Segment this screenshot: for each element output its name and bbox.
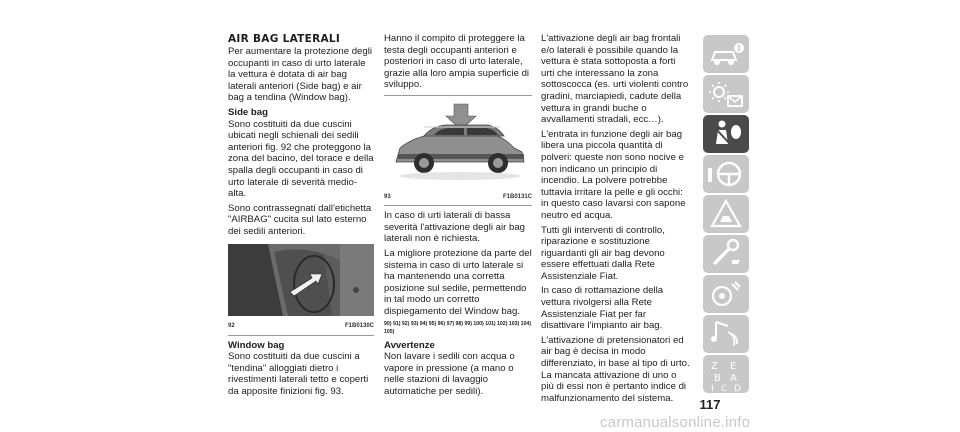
technical-data-icon[interactable]: [702, 274, 750, 314]
figure-93: [384, 95, 532, 206]
chapter-tabs: [698, 34, 760, 394]
figure-rule: [228, 335, 374, 336]
figure-number: 93: [384, 193, 391, 200]
window-bag-heading: Window bag: [228, 339, 285, 351]
multimedia-icon[interactable]: [702, 314, 750, 354]
col3-paragraph-5: L'attivazione di pretensionatori ed air bag è decisa in modo differenziato, in base al tipo di urto. La mancata attivazione di uno o più di essi non è pertanto indice di malfunzionamento del sistema.: [541, 334, 690, 404]
side-bag-paragraph-1: Sono costituiti da due cuscini ubicati negli schienali dei sedili anteriori fig. 92 che proteggono la zona del bacino, del torace e della spalla degli occupanti in caso di urto laterale di severità medio-alta.: [228, 118, 374, 200]
col2-paragraph-3: La migliore protezione da parte del sistema in caso di urto laterale si ha mantenendo una corretta posizione sul sedile, permettendo in tal modo un corretto dispiegamento del Window bag.: [384, 247, 532, 317]
emergency-icon[interactable]: [702, 194, 750, 234]
column-2: [384, 33, 532, 400]
intro-paragraph: Per aumentare la protezione degli occupanti in caso di urto laterale la vettura è dotata di air bag laterali anteriori (Side bag) e air bag a tendina (Window bag).: [228, 46, 372, 104]
car-info-icon[interactable]: [702, 34, 750, 74]
col3-paragraph-4: In caso di rottamazione della vettura rivolgersi alla Rete Assistenziale Fiat per far disattivare l'impianto air bag.: [541, 285, 664, 332]
col3-paragraph-2: L'entrata in funzione degli air bag libera una piccola quantità di polveri: queste non sono nocive e non indicano un principio di incendio. La polvere potrebbe tuttavia irritare la pelle e gli occhi: in questo caso lavarsi con sapone neutro ed acqua.: [541, 128, 686, 221]
svg-text:C: C: [721, 384, 728, 394]
svg-text:B: B: [714, 373, 721, 384]
side-bag-heading: Side bag: [228, 106, 268, 118]
window-bag-paragraph: Sono costituiti da due cuscini a "tendina" alloggiati dietro i rivestimenti laterali tetto e coperti da apposite finizioni fig. 93.: [228, 351, 369, 398]
col2-paragraph-2: In caso di urti laterali di bassa severità l'attivazione degli air bag laterali non è richiesta.: [384, 210, 526, 245]
figure-93-caption: [384, 192, 532, 204]
car-side-illustration: [384, 100, 532, 186]
maintenance-icon[interactable]: [702, 234, 750, 274]
column-1: [228, 33, 374, 401]
figure-92-caption: [228, 321, 374, 333]
svg-text:E: E: [730, 361, 737, 372]
safety-seatbelt-icon[interactable]: [702, 114, 750, 154]
figure-code: F1B0131C: [502, 193, 532, 200]
seat-airbag-illustration: [228, 244, 374, 316]
figure-number: 92: [228, 323, 235, 330]
warning-lights-icon[interactable]: [702, 74, 750, 114]
svg-text:A: A: [730, 373, 737, 384]
index-icon[interactable]: [702, 354, 750, 394]
svg-text:I: I: [711, 384, 714, 394]
col3-paragraph-3: Tutti gli interventi di controllo, riparazione e sostituzione riguardanti gli air bag devono essere effettuati dalla Rete Assistenziale Fiat.: [541, 224, 665, 282]
figure-code: F1B0130C: [344, 323, 374, 330]
watermark: carmanualsonline.info: [600, 414, 751, 431]
figure-rule: [384, 95, 532, 96]
warning-references: 90) 91) 92) 93) 94) 95) 96) 97) 98) 99) 100) 101) 102) 103) 104) 105): [384, 320, 532, 335]
page-number: 117: [699, 397, 721, 412]
warnings-heading: Avvertenze: [384, 339, 435, 351]
figure-rule: [384, 205, 532, 206]
column-3: [541, 33, 691, 407]
col2-paragraph-1: Hanno il compito di proteggere la testa degli occupanti anteriori e posteriori in caso di urto laterale, grazie alla loro ampia superficie di sviluppo.: [384, 33, 530, 91]
svg-text:Z: Z: [711, 361, 718, 372]
figure-92: [228, 244, 374, 336]
section-title: AIR BAG LATERALI: [228, 33, 341, 45]
warnings-paragraph: Non lavare i sedili con acqua o vapore in pressione (a mano o nelle stazioni di lavaggio automatiche per sedili).: [384, 351, 515, 397]
col3-paragraph-1: L'attivazione degli air bag frontali e/o laterali è possibile quando la vettura è stata sottoposta a forti urti che interessano la zona sottoscocca (es. urti violenti contro gradini, marciapiedi, cadute della vettura in grandi buche o avvallamenti stradali, ecc…).: [541, 33, 689, 126]
side-bag-paragraph-2: Sono contrassegnati dall'etichetta "AIRBAG" cucita sul lato esterno dei sedili anteriori.: [228, 202, 372, 237]
starting-driving-icon[interactable]: [702, 154, 750, 194]
svg-text:D: D: [734, 384, 741, 394]
